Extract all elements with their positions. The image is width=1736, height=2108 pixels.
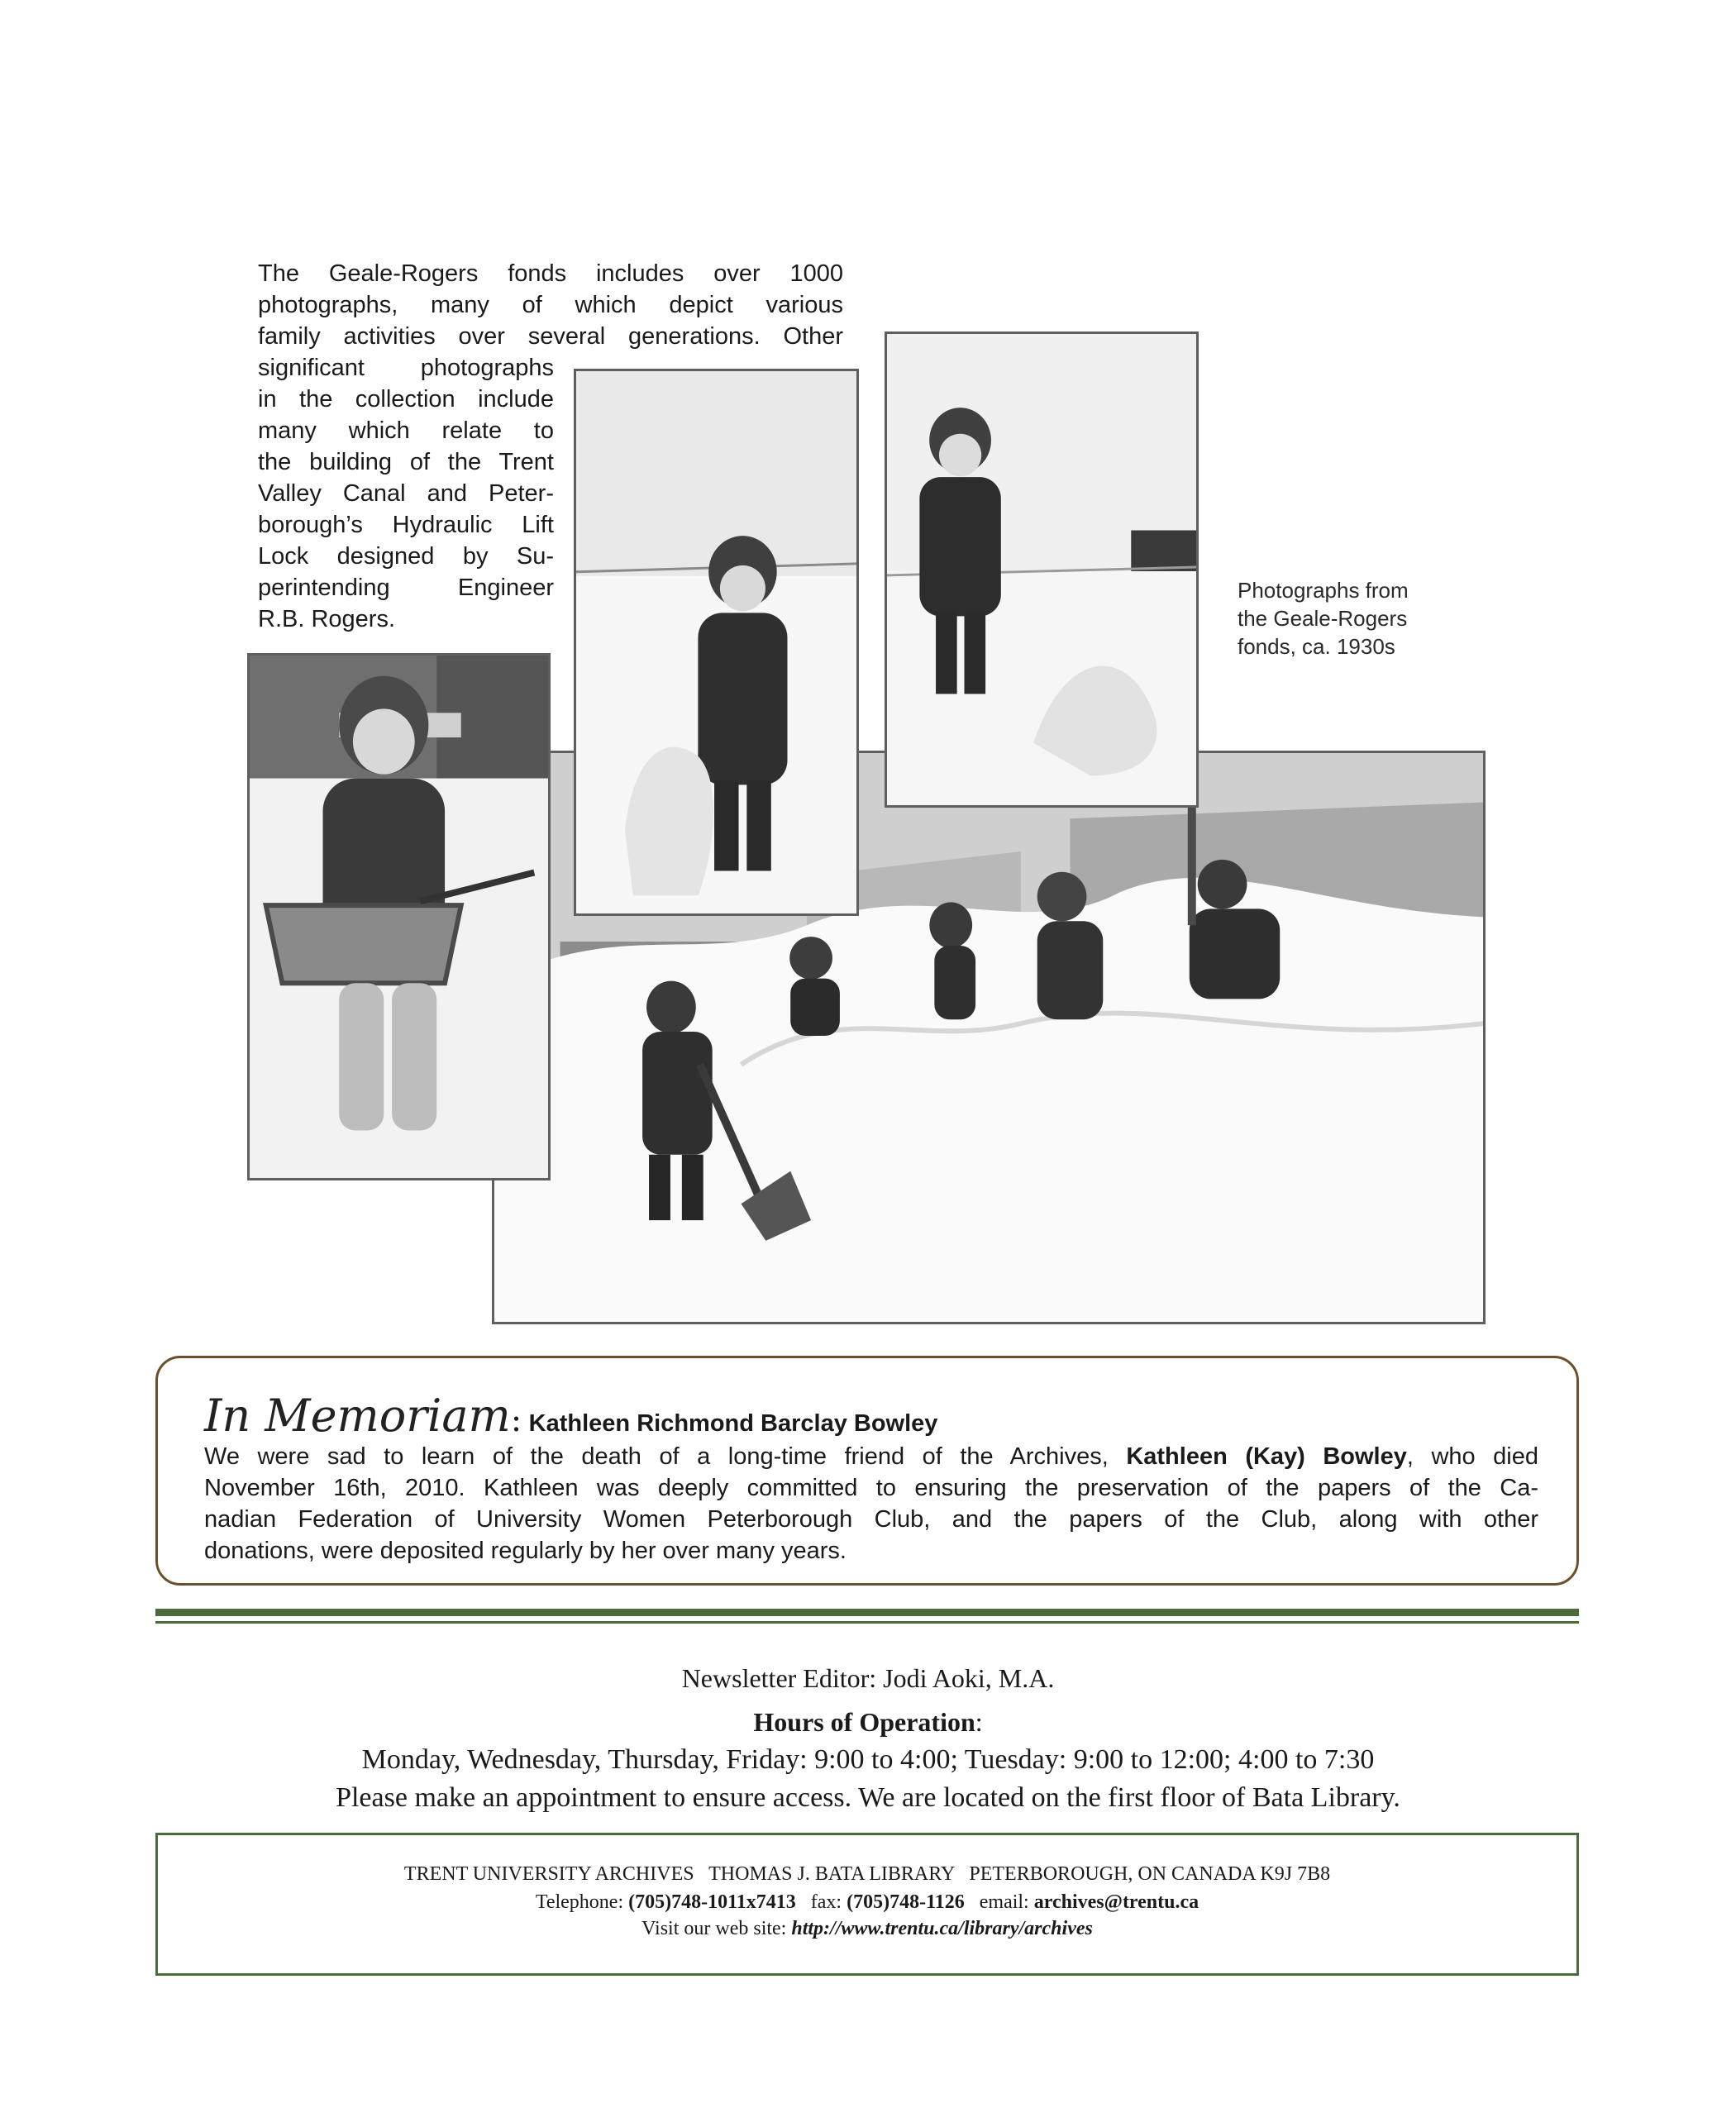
telephone-label: Telephone: [535, 1891, 629, 1913]
intro-line: significant photographs [258, 355, 554, 381]
green-rule-thick [155, 1609, 1579, 1616]
intro-line: R.B. Rogers. [258, 606, 395, 632]
memoriam-text: We were sad to learn of the death of a long-time friend of the Archives, [204, 1443, 1127, 1470]
footer-address: TRENT UNIVERSITY ARCHIVES THOMAS J. BATA LIBRARY PETERBOROUGH, ON CANADA K9J 7B8 [403, 1863, 1331, 1885]
appointment-text: Please make an appointment to ensure access. We are located on the first floor of Bata Library. [336, 1782, 1400, 1813]
email-label: email: [979, 1891, 1034, 1913]
email-link[interactable]: archives@trentu.ca [1033, 1891, 1199, 1913]
memoriam-line: nadian Federation of University Women Peterborough Club, and the papers of the Club, along with other [204, 1506, 1538, 1533]
website-label: Visit our web site: [641, 1918, 792, 1939]
photo-child-snow-right-image [887, 334, 1196, 805]
intro-line: Valley Canal and Peter- [258, 480, 554, 507]
photo-caption-line: fonds, ca. 1930s [1238, 634, 1395, 659]
memoriam-name: Kathleen Richmond Barclay Bowley [528, 1410, 938, 1437]
intro-line: photographs, many of which depict various [258, 292, 843, 318]
intro-line: borough’s Hydraulic Lift [258, 512, 554, 538]
hours-colon: : [975, 1707, 983, 1737]
intro-line: in the collection include [258, 386, 554, 413]
fax-number: (705)748-1126 [847, 1891, 965, 1913]
telephone-number: (705)748-1011x7413 [628, 1891, 796, 1913]
memoriam-text: , who died [1406, 1443, 1538, 1470]
memoriam-body [204, 1441, 1538, 1567]
memoriam-line [204, 1441, 1538, 1472]
footer-contact-box [155, 1833, 1579, 1976]
website-link[interactable]: http://www.trentu.ca/library/archives [791, 1918, 1093, 1939]
newsletter-editor: Newsletter Editor: Jodi Aoki, M.A. [681, 1663, 1055, 1693]
photo-child-basket [247, 653, 551, 1180]
intro-line: The Geale-Rogers fonds includes over 1000 [258, 260, 843, 287]
intro-line: family activities over several generations. Other [258, 323, 843, 350]
photo-caption-line: Photographs from [1238, 578, 1409, 603]
intro-line: Lock designed by Su- [258, 543, 554, 570]
footer-website [158, 1918, 1576, 1940]
memoriam-line: donations, were deposited regularly by her over many years. [204, 1538, 847, 1564]
memoriam-line: November 16th, 2010. Kathleen was deeply committed to ensuring the preservation of the papers of the Ca- [204, 1475, 1538, 1501]
photo-child-snow-middle-image [576, 371, 856, 913]
intro-line: perintending Engineer [258, 575, 554, 601]
fax-label: fax: [810, 1891, 847, 1913]
memoriam-colon: : [510, 1401, 522, 1439]
memoriam-heading [204, 1390, 937, 1442]
hours-text: Monday, Wednesday, Thursday, Friday: 9:00 to 4:00; Tuesday: 9:00 to 12:00; 4:00 to 7:30 [361, 1744, 1375, 1775]
intro-line: many which relate to [258, 417, 554, 444]
memoriam-bold-name: Kathleen (Kay) Bowley [1126, 1443, 1407, 1470]
photo-child-basket-image [250, 656, 548, 1178]
intro-line: the building of the Trent [258, 449, 554, 475]
photo-caption-line: the Geale-Rogers [1238, 606, 1408, 631]
footer-contacts [158, 1891, 1576, 1914]
memoriam-box [155, 1356, 1579, 1586]
memoriam-script-title: In Memoriam [204, 1390, 511, 1442]
photo-child-snow-right [885, 331, 1199, 808]
photo-child-snow-middle [574, 369, 859, 916]
hours-title: Hours of Operation [753, 1707, 975, 1737]
green-rule-thin [155, 1621, 1579, 1624]
hours-heading [0, 1707, 1736, 1738]
